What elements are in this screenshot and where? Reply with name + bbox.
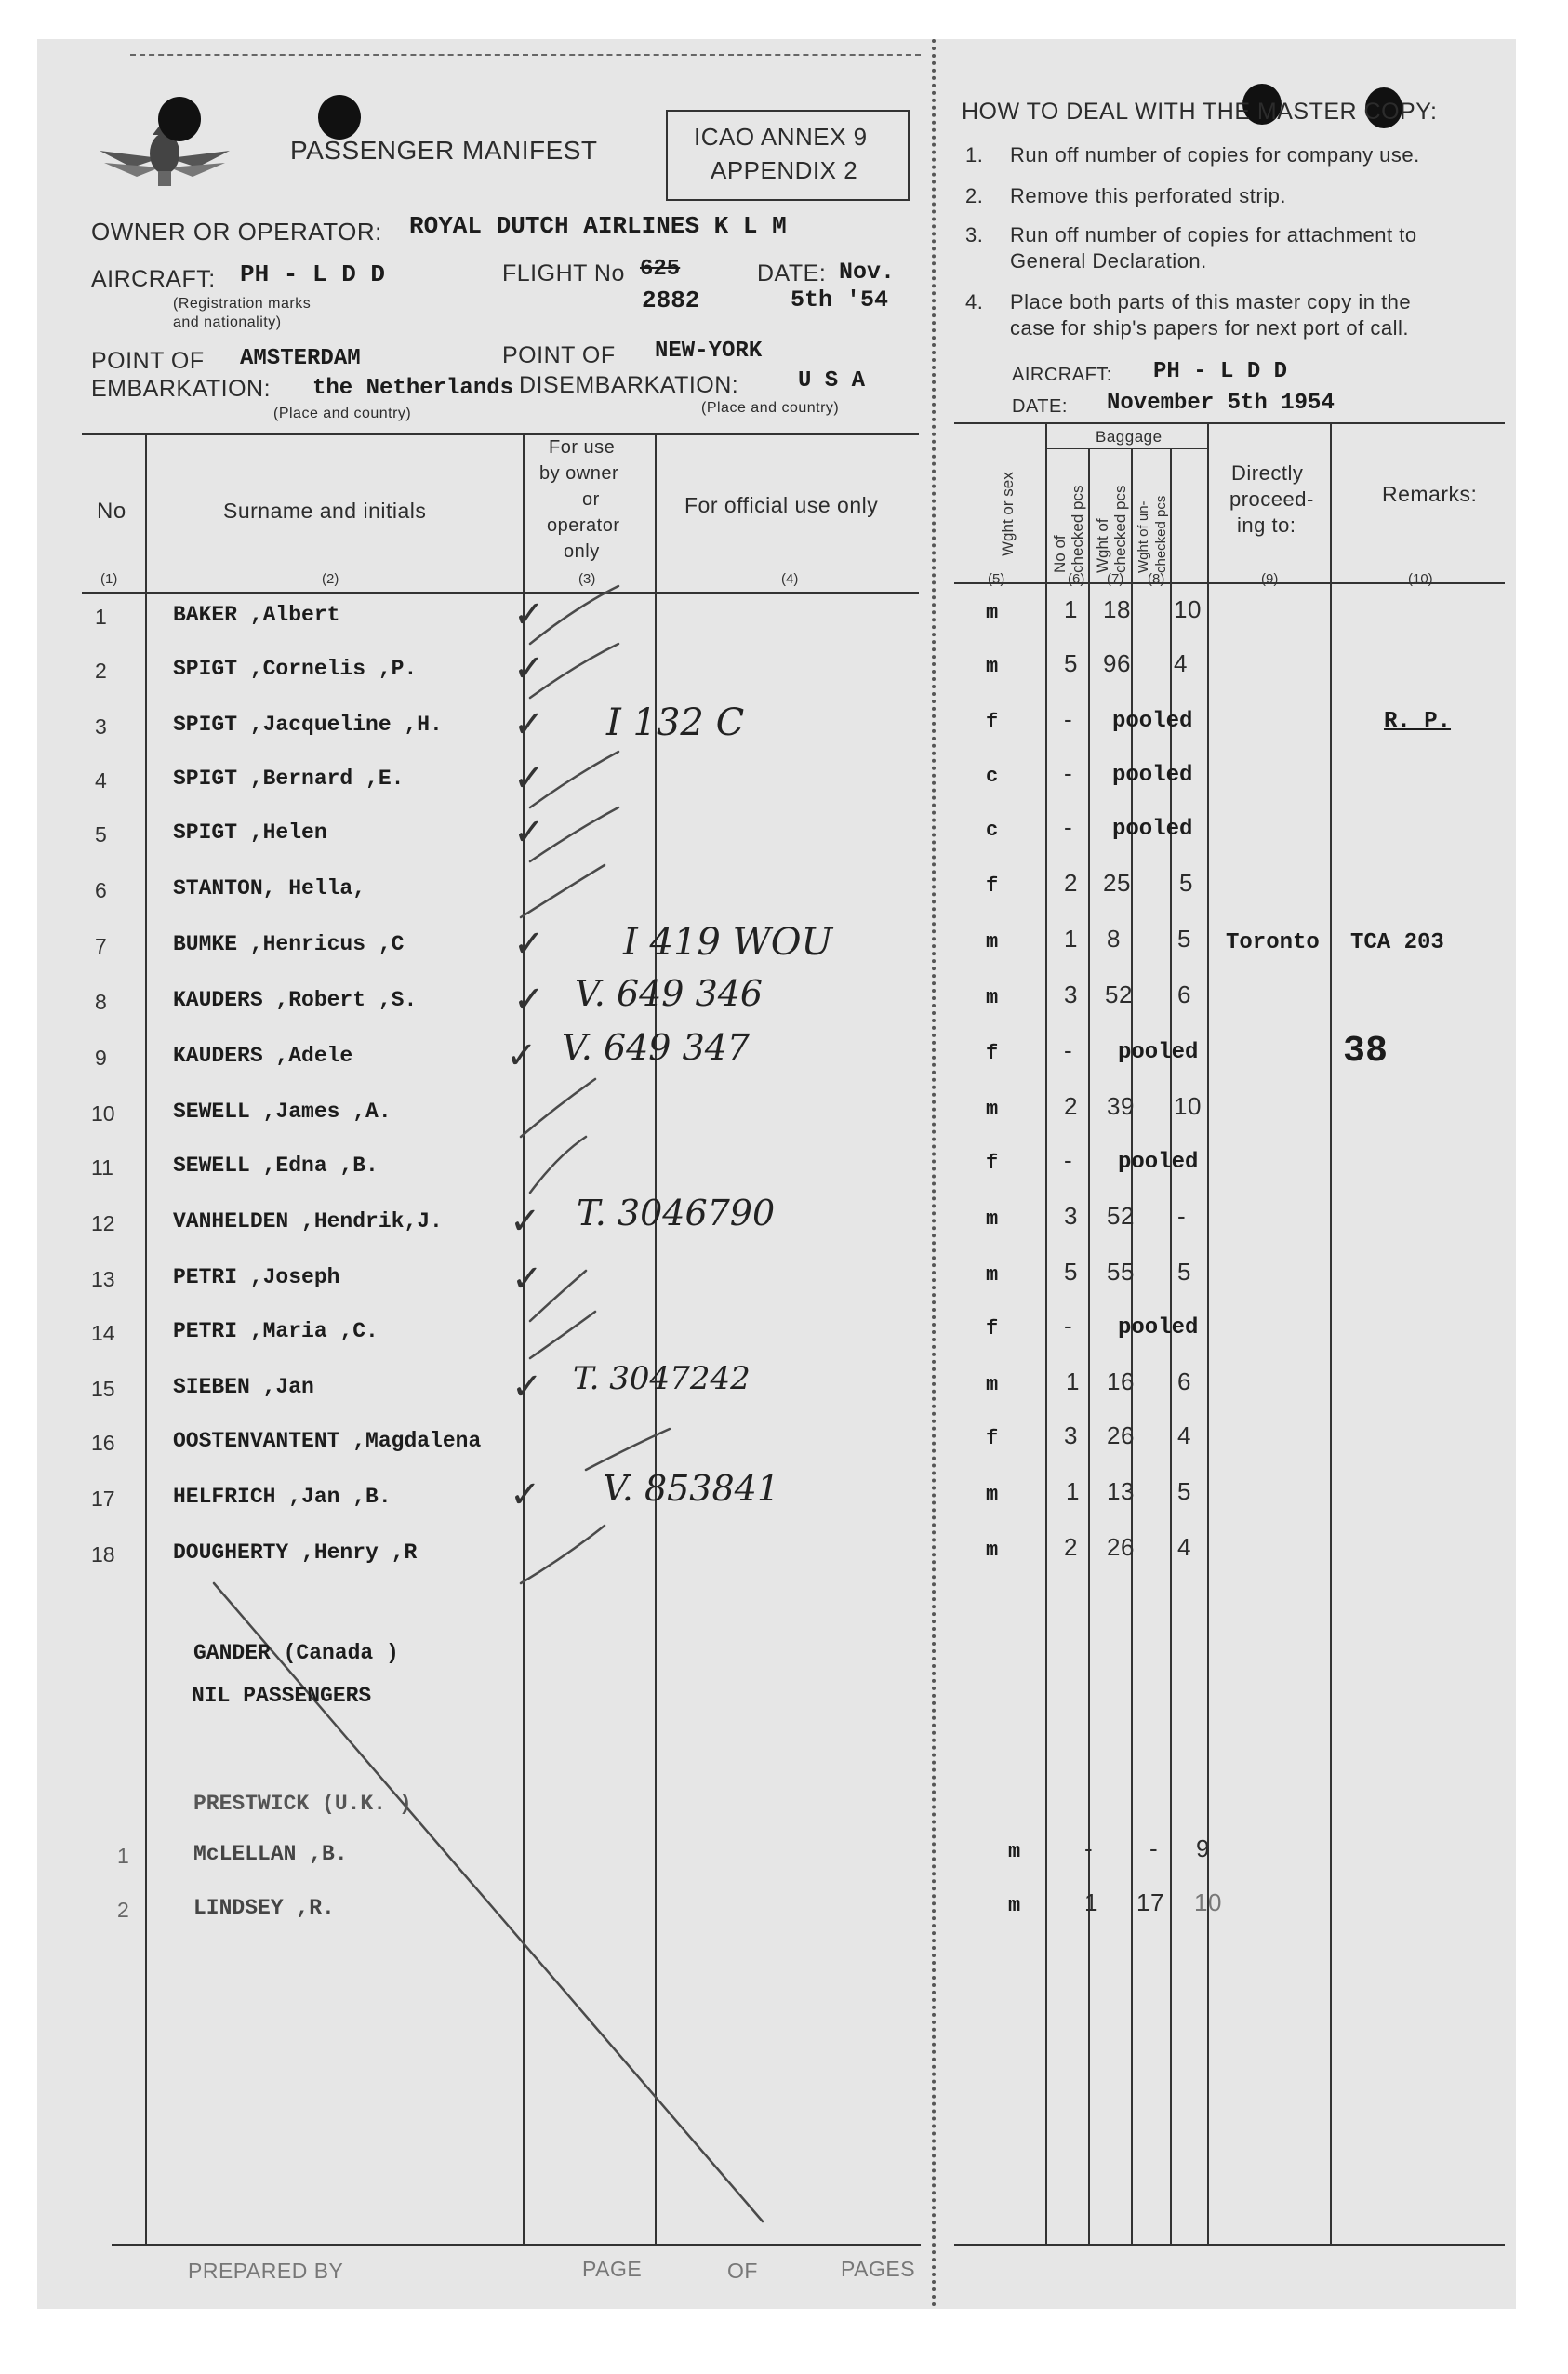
handwritten-note: T. 3047242 — [573, 1360, 751, 1397]
col-num: (2) — [322, 571, 339, 587]
disembark-country: U S A — [798, 368, 866, 393]
manifest-sheet: PASSENGER MANIFEST ICAO ANNEX 9 APPENDIX 2 OWNER OR OPERATOR: ROYAL DUTCH AIRLINES K L M AIRCRAFT: PH - L D D (Registration marks and nationality) FLIGHT No 625 2882 DATE: Nov. 5th '54 POINT OF EMBARKATION: AMSTERDAM the Netherlands (Place and country) POINT OF DISEMBARKATION: NEW-YORK U S A (Place and country) HOW TO DEAL WITH THE MASTER COPY: 1. Run off number of copies for company use. 2. Remove this perforated strip. 3. Run off number of copies for attachment to General Declaration. 4. Place both parts of this master copy in the case for ship's papers for next port of call. AIRCRAFT: PH - L D D DATE: November 5th 1954 No Surname and initials For use by owner or operator only For official use only (1) (2) (3) (4) Wght or sex Baggage No of checked pcs Wght of checked pcs Wght of un- checked pcs Directly proceed- ing to: Remarks: (5) (6) (7) (8) (9) (10) 1 BAKER ,Albert ✓ m 1 18 10 2 SPIGT ,Cornelis ,P. ✓ m 5 96 4 3 SPIGT ,Jacqueline ,H. ✓ I 132 C f - pooled R. P. 4 SPIGT ,Bernard ,E. ✓ c - pooled 5 SPIGT ,Helen ✓ c - pooled 6 STANTON, Hella, f 2 25 5 7 BUMKE ,Henricus ,C ✓ I 419 WOU m 1 8 5 Toronto TCA 203 8 KAUDERS ,Robert ,S. ✓ V. 649 346 m 3 52 6 9 KAUDERS ,Adele ✓ V. 649 347 f - pooled 38 10 SEWELL ,James ,A. m 2 39 10 11 SEWELL ,Edna ,B. f - pooled 12 VANHELDEN ,Hendrik,J. ✓ T. 3046790 m 3 52 - 13 PETRI ,Joseph ✓ m 5 55 5 14 PETRI ,Maria ,C. f - pooled 15 SIEBEN ,Jan ✓ T. 3047242 m 1 16 6 16 OOSTENVANTENT ,Magdalena f 3 26 4 17 HELFRICH ,Jan ,B. ✓ V. 853841 m 1 13 5 18 DOUGHERTY ,Henry ,R m 2 26 4 GANDER (Canada ) NIL PASSENGERS PRESTWICK (U.K. ) 1 McLELLAN ,B. m - - 9 2 LINDSEY ,R. m 1 17 10 PREPARED BY PAGE OF PAGES — [37, 39, 1516, 2309]
col-header-surname: Surname and initials — [223, 499, 427, 523]
handwritten-note: T. 3046790 — [577, 1193, 776, 1234]
col-num: (9) — [1261, 571, 1279, 587]
prepared-by-label: PREPARED BY — [188, 2259, 344, 2283]
col-header-wght-sex: Wght or sex — [999, 472, 1017, 556]
col-header-owner-use-4: operator — [547, 515, 620, 536]
flight-label: FLIGHT No — [502, 260, 625, 287]
check-mark: ✓ — [510, 1474, 541, 1516]
col-num: (1) — [100, 571, 118, 587]
disembark-place-note: (Place and country) — [701, 400, 840, 416]
col-header-directly-2: proceed- — [1229, 487, 1314, 511]
handwritten-note: I 419 WOU — [623, 921, 833, 964]
right-aircraft-label: AIRCRAFT: — [1012, 365, 1112, 385]
check-mark: ✓ — [513, 979, 545, 1021]
embark-label-2: EMBARKATION: — [91, 376, 272, 402]
prestwick-title: PRESTWICK (U.K. ) — [193, 1792, 412, 1816]
of-label: OF — [727, 2259, 758, 2283]
disembark-label-2: DISEMBARKATION: — [519, 372, 739, 398]
col-header-wght-checked: Wght of checked pcs — [1094, 485, 1129, 573]
owner-label: OWNER OR OPERATOR: — [91, 218, 382, 246]
col-num: (6) — [1068, 571, 1085, 587]
check-mark: ✓ — [510, 1200, 541, 1243]
aircraft-value: PH - L D D — [240, 260, 386, 288]
passenger-name: McLELLAN ,B. — [193, 1842, 348, 1866]
destination: Toronto — [1226, 930, 1320, 955]
right-aircraft-value: PH - L D D — [1153, 359, 1288, 384]
passenger-name: KAUDERS ,Adele — [173, 1044, 353, 1068]
handwritten-note: V. 649 346 — [575, 973, 764, 1014]
date-value-month: Nov. — [839, 259, 896, 286]
col-header-baggage: Baggage — [1096, 428, 1163, 446]
icao-annex: ICAO ANNEX 9 — [694, 123, 868, 151]
right-date-value: November 5th 1954 — [1107, 391, 1335, 416]
date-value-day: 5th '54 — [791, 287, 889, 313]
passenger-name: SPIGT ,Bernard ,E. — [173, 767, 405, 791]
gander-title: GANDER (Canada ) — [193, 1641, 399, 1665]
col-header-owner-use-1: For use — [549, 437, 616, 458]
passenger-name: SPIGT ,Jacqueline ,H. — [173, 713, 443, 737]
passenger-name: HELFRICH ,Jan ,B. — [173, 1485, 392, 1509]
col-num: (3) — [578, 571, 596, 587]
flight-value: 2882 — [642, 287, 700, 314]
instructions-title: HOW TO DEAL WITH THE MASTER COPY: — [962, 99, 1438, 125]
embark-place-note: (Place and country) — [273, 406, 412, 421]
col-header-official: For official use only — [684, 493, 879, 517]
col-num: (5) — [988, 571, 1005, 587]
check-mark: ✓ — [513, 594, 545, 636]
col-header-owner-use-3: or — [582, 489, 600, 510]
remarks-flight: TCA 203 — [1350, 930, 1444, 955]
embark-country: the Netherlands — [312, 376, 514, 401]
col-header-directly-3: ing to: — [1237, 513, 1296, 537]
passenger-name: KAUDERS ,Robert ,S. — [173, 988, 418, 1012]
embark-label-1: POINT OF — [91, 348, 205, 374]
check-mark: ✓ — [513, 703, 545, 746]
registration-note: (Registration marks — [173, 296, 312, 312]
passenger-name: SEWELL ,Edna ,B. — [173, 1154, 379, 1178]
col-header-no-checked: No of checked pcs — [1051, 485, 1086, 573]
handwritten-note: V. 853841 — [603, 1468, 780, 1509]
passenger-name: SEWELL ,James ,A. — [173, 1100, 392, 1124]
col-num: (10) — [1408, 571, 1433, 587]
gander-nil: NIL PASSENGERS — [192, 1684, 372, 1708]
col-header-no: No — [97, 499, 126, 524]
col-num: (7) — [1107, 571, 1124, 587]
page-title: PASSENGER MANIFEST — [290, 136, 598, 165]
nationality-note: and nationality) — [173, 314, 282, 330]
passenger-name: BUMKE ,Henricus ,C — [173, 932, 405, 956]
passenger-name: SIEBEN ,Jan — [173, 1375, 314, 1399]
col-header-owner-use-2: by owner — [539, 463, 619, 484]
handwritten-note: V. 649 347 — [562, 1027, 751, 1068]
passenger-name: PETRI ,Maria ,C. — [173, 1319, 379, 1343]
passenger-name: OOSTENVANTENT ,Magdalena — [173, 1429, 482, 1453]
passenger-name: BAKER ,Albert — [173, 603, 340, 627]
pages-label: PAGES — [841, 2257, 916, 2281]
date-label: DATE: — [757, 260, 827, 287]
passenger-name: DOUGHERTY ,Henry ,R — [173, 1540, 418, 1565]
passenger-name: STANTON, Hella, — [173, 876, 366, 900]
aircraft-label: AIRCRAFT: — [91, 266, 216, 292]
check-mark: ✓ — [506, 1034, 538, 1077]
check-mark: ✓ — [513, 811, 545, 854]
remarks-rp: R. P. — [1384, 709, 1452, 734]
check-mark: ✓ — [512, 1258, 543, 1300]
passenger-name: SPIGT ,Cornelis ,P. — [173, 657, 418, 681]
passenger-name: PETRI ,Joseph — [173, 1265, 340, 1289]
col-header-owner-use-5: only — [564, 541, 600, 562]
passenger-name: LINDSEY ,R. — [193, 1896, 335, 1920]
pencil-strokes — [37, 39, 1516, 2309]
col-header-directly-1: Directly — [1231, 461, 1304, 485]
passenger-name: VANHELDEN ,Hendrik,J. — [173, 1209, 443, 1234]
handwritten-note: I 132 C — [606, 701, 745, 744]
col-num: (8) — [1148, 571, 1165, 587]
disembark-city: NEW-YORK — [655, 339, 763, 364]
check-mark: ✓ — [512, 1366, 543, 1408]
flight-value-struck: 625 — [640, 257, 681, 282]
col-num: (4) — [781, 571, 799, 587]
remarks-number: 38 — [1343, 1031, 1389, 1073]
right-date-label: DATE: — [1012, 396, 1068, 417]
passenger-name: SPIGT ,Helen — [173, 820, 327, 845]
icao-appendix: APPENDIX 2 — [711, 156, 858, 184]
embark-city: AMSTERDAM — [240, 346, 361, 371]
check-mark: ✓ — [513, 757, 545, 800]
disembark-label-1: POINT OF — [502, 342, 616, 368]
col-header-remarks: Remarks: — [1382, 482, 1478, 506]
check-mark: ✓ — [513, 923, 545, 966]
check-mark: ✓ — [513, 647, 545, 690]
owner-value: ROYAL DUTCH AIRLINES K L M — [409, 212, 787, 240]
page-label: PAGE — [582, 2257, 643, 2281]
col-header-wght-unchecked: Wght of un- checked pcs — [1136, 495, 1169, 573]
